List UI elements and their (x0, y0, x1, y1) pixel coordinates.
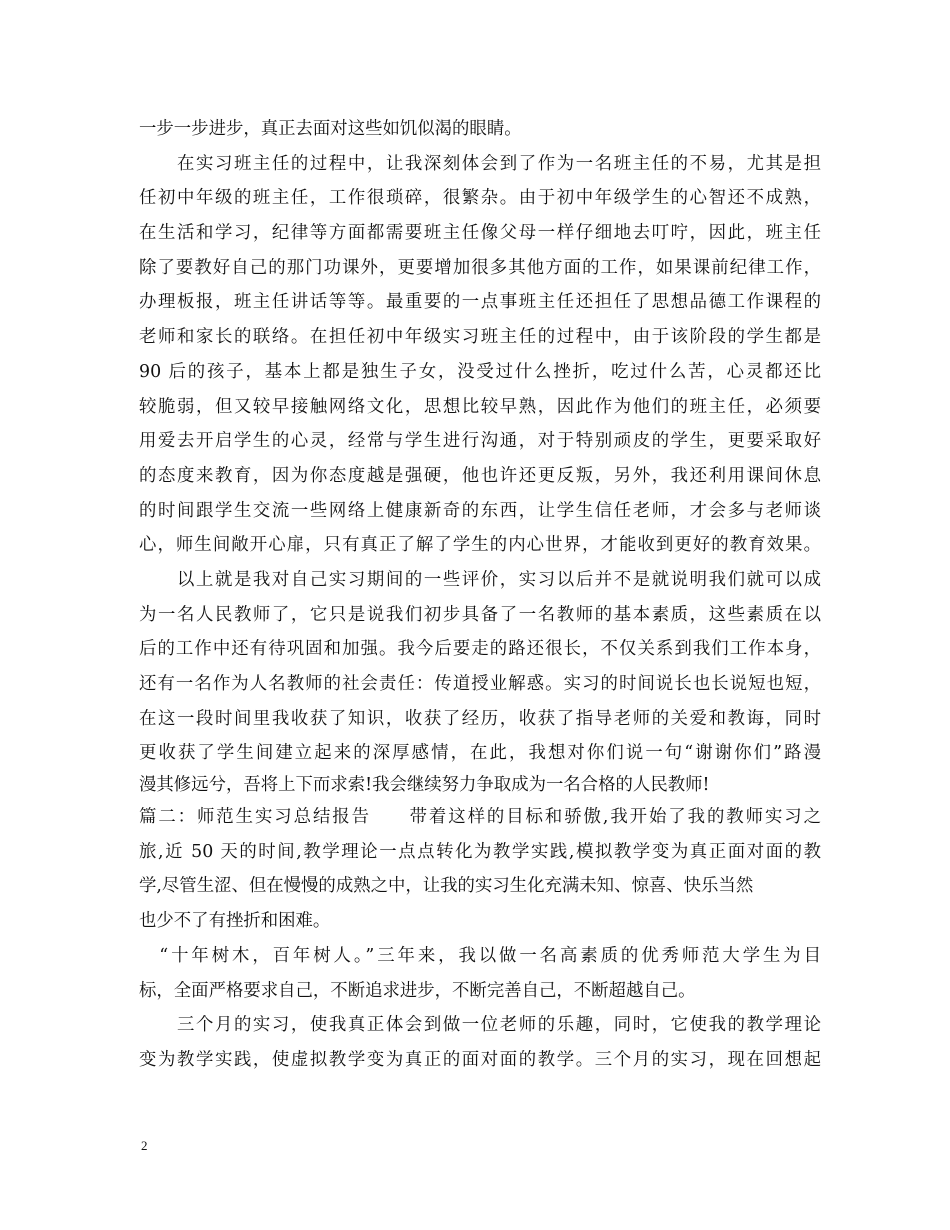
text-line: 用爱去开启学生的心灵，经常与学生进行沟通，对于特别顽皮的学生，更要采取好 (139, 431, 821, 452)
text-line: “十年树木，百年树人。”三年来，我以做一名高素质的优秀师范大学生为目 (139, 945, 821, 966)
text-line: 也少不了有挫折和困难。 (139, 911, 331, 932)
text-line: 较脆弱，但又较早接触网络文化，思想比较早熟，因此作为他们的班主任，必须要 (139, 396, 821, 417)
text-line: 篇二：师范生实习总结报告 带着这样的目标和骄傲,我开始了我的教师实习之 (139, 807, 821, 828)
text-line: 标，全面严格要求自己，不断追求进步，不断完善自己，不断超越自己。 (139, 980, 696, 1001)
text-line: 漫其修远兮，吾将上下而求索!我会继续努力争取成为一名合格的人民教师! (139, 775, 710, 796)
text-line: 以上就是我对自己实习期间的一些评价，实习以后并不是就说明我们就可以成 (139, 569, 821, 590)
body-text (139, 112, 821, 1078)
text-line: 后的工作中还有待巩固和加强。我今后要走的路还很长，不仅关系到我们工作本身， (139, 639, 821, 660)
text-line: 旅,近 50 天的时间,教学理论一点点转化为教学实践,模拟教学变为真正面对面的教 (139, 841, 821, 862)
text-line: 为一名人民教师了，它只是说我们初步具备了一名教师的基本素质，这些素质在以 (139, 604, 821, 625)
text-line: 在实习班主任的过程中，让我深刻体会到了作为一名班主任的不易，尤其是担 (139, 153, 821, 174)
text-line: 在这一段时间里我收获了知识，收获了经历，收获了指导老师的关爱和教诲，同时 (139, 708, 821, 729)
text-line: 更收获了学生间建立起来的深厚感情，在此，我想对你们说一句“谢谢你们”路漫 (139, 743, 821, 764)
text-line: 还有一名作为人名教师的社会责任：传道授业解惑。实习的时间说长也长说短也短， (139, 674, 821, 694)
page-number: 2 (141, 1138, 148, 1153)
text-line: 三个月的实习，使我真正体会到做一位老师的乐趣，同时，它使我的教学理论 (139, 1015, 821, 1036)
text-line: 除了要教好自己的那门功课外，更要增加很多其他方面的工作，如果课前纪律工作， (139, 257, 821, 278)
text-line: 的时间跟学生交流一些网络上健康新奇的东西，让学生信任老师，才会多与老师谈 (139, 500, 821, 521)
text-line: 90 后的孩子，基本上都是独生子女，没受过什么挫折，吃过什么苦，心灵都还比 (139, 361, 821, 382)
text-line: 变为教学实践，使虚拟教学变为真正的面对面的教学。三个月的实习，现在回想起 (139, 1049, 821, 1070)
text-line: 的态度来教育，因为你态度越是强硬，他也许还更反叛，另外，我还利用课间休息 (139, 465, 821, 486)
text-line: 心，师生间敞开心扉，只有真正了解了学生的内心世界，才能收到更好的教育效果。 (139, 535, 821, 556)
text-line: 一步一步进步，真正去面对这些如饥似渴的眼睛。 (139, 119, 522, 139)
text-line: 老师和家长的联络。在担任初中年级实习班主任的过程中，由于该阶段的学生都是 (139, 327, 821, 348)
text-line: 办理板报，班主任讲话等等。最重要的一点事班主任还担任了思想品德工作课程的 (139, 292, 821, 313)
text-line: 在生活和学习，纪律等方面都需要班主任像父母一样仔细地去叮咛，因此，班主任 (139, 223, 821, 244)
text-line: 学,尽管生涩、但在慢慢的成熟之中，让我的实习生化充满未知、惊喜、快乐当然 (139, 876, 754, 897)
text-line: 任初中年级的班主任，工作很琐碎，很繁杂。由于初中年级学生的心智还不成熟， (139, 188, 821, 209)
